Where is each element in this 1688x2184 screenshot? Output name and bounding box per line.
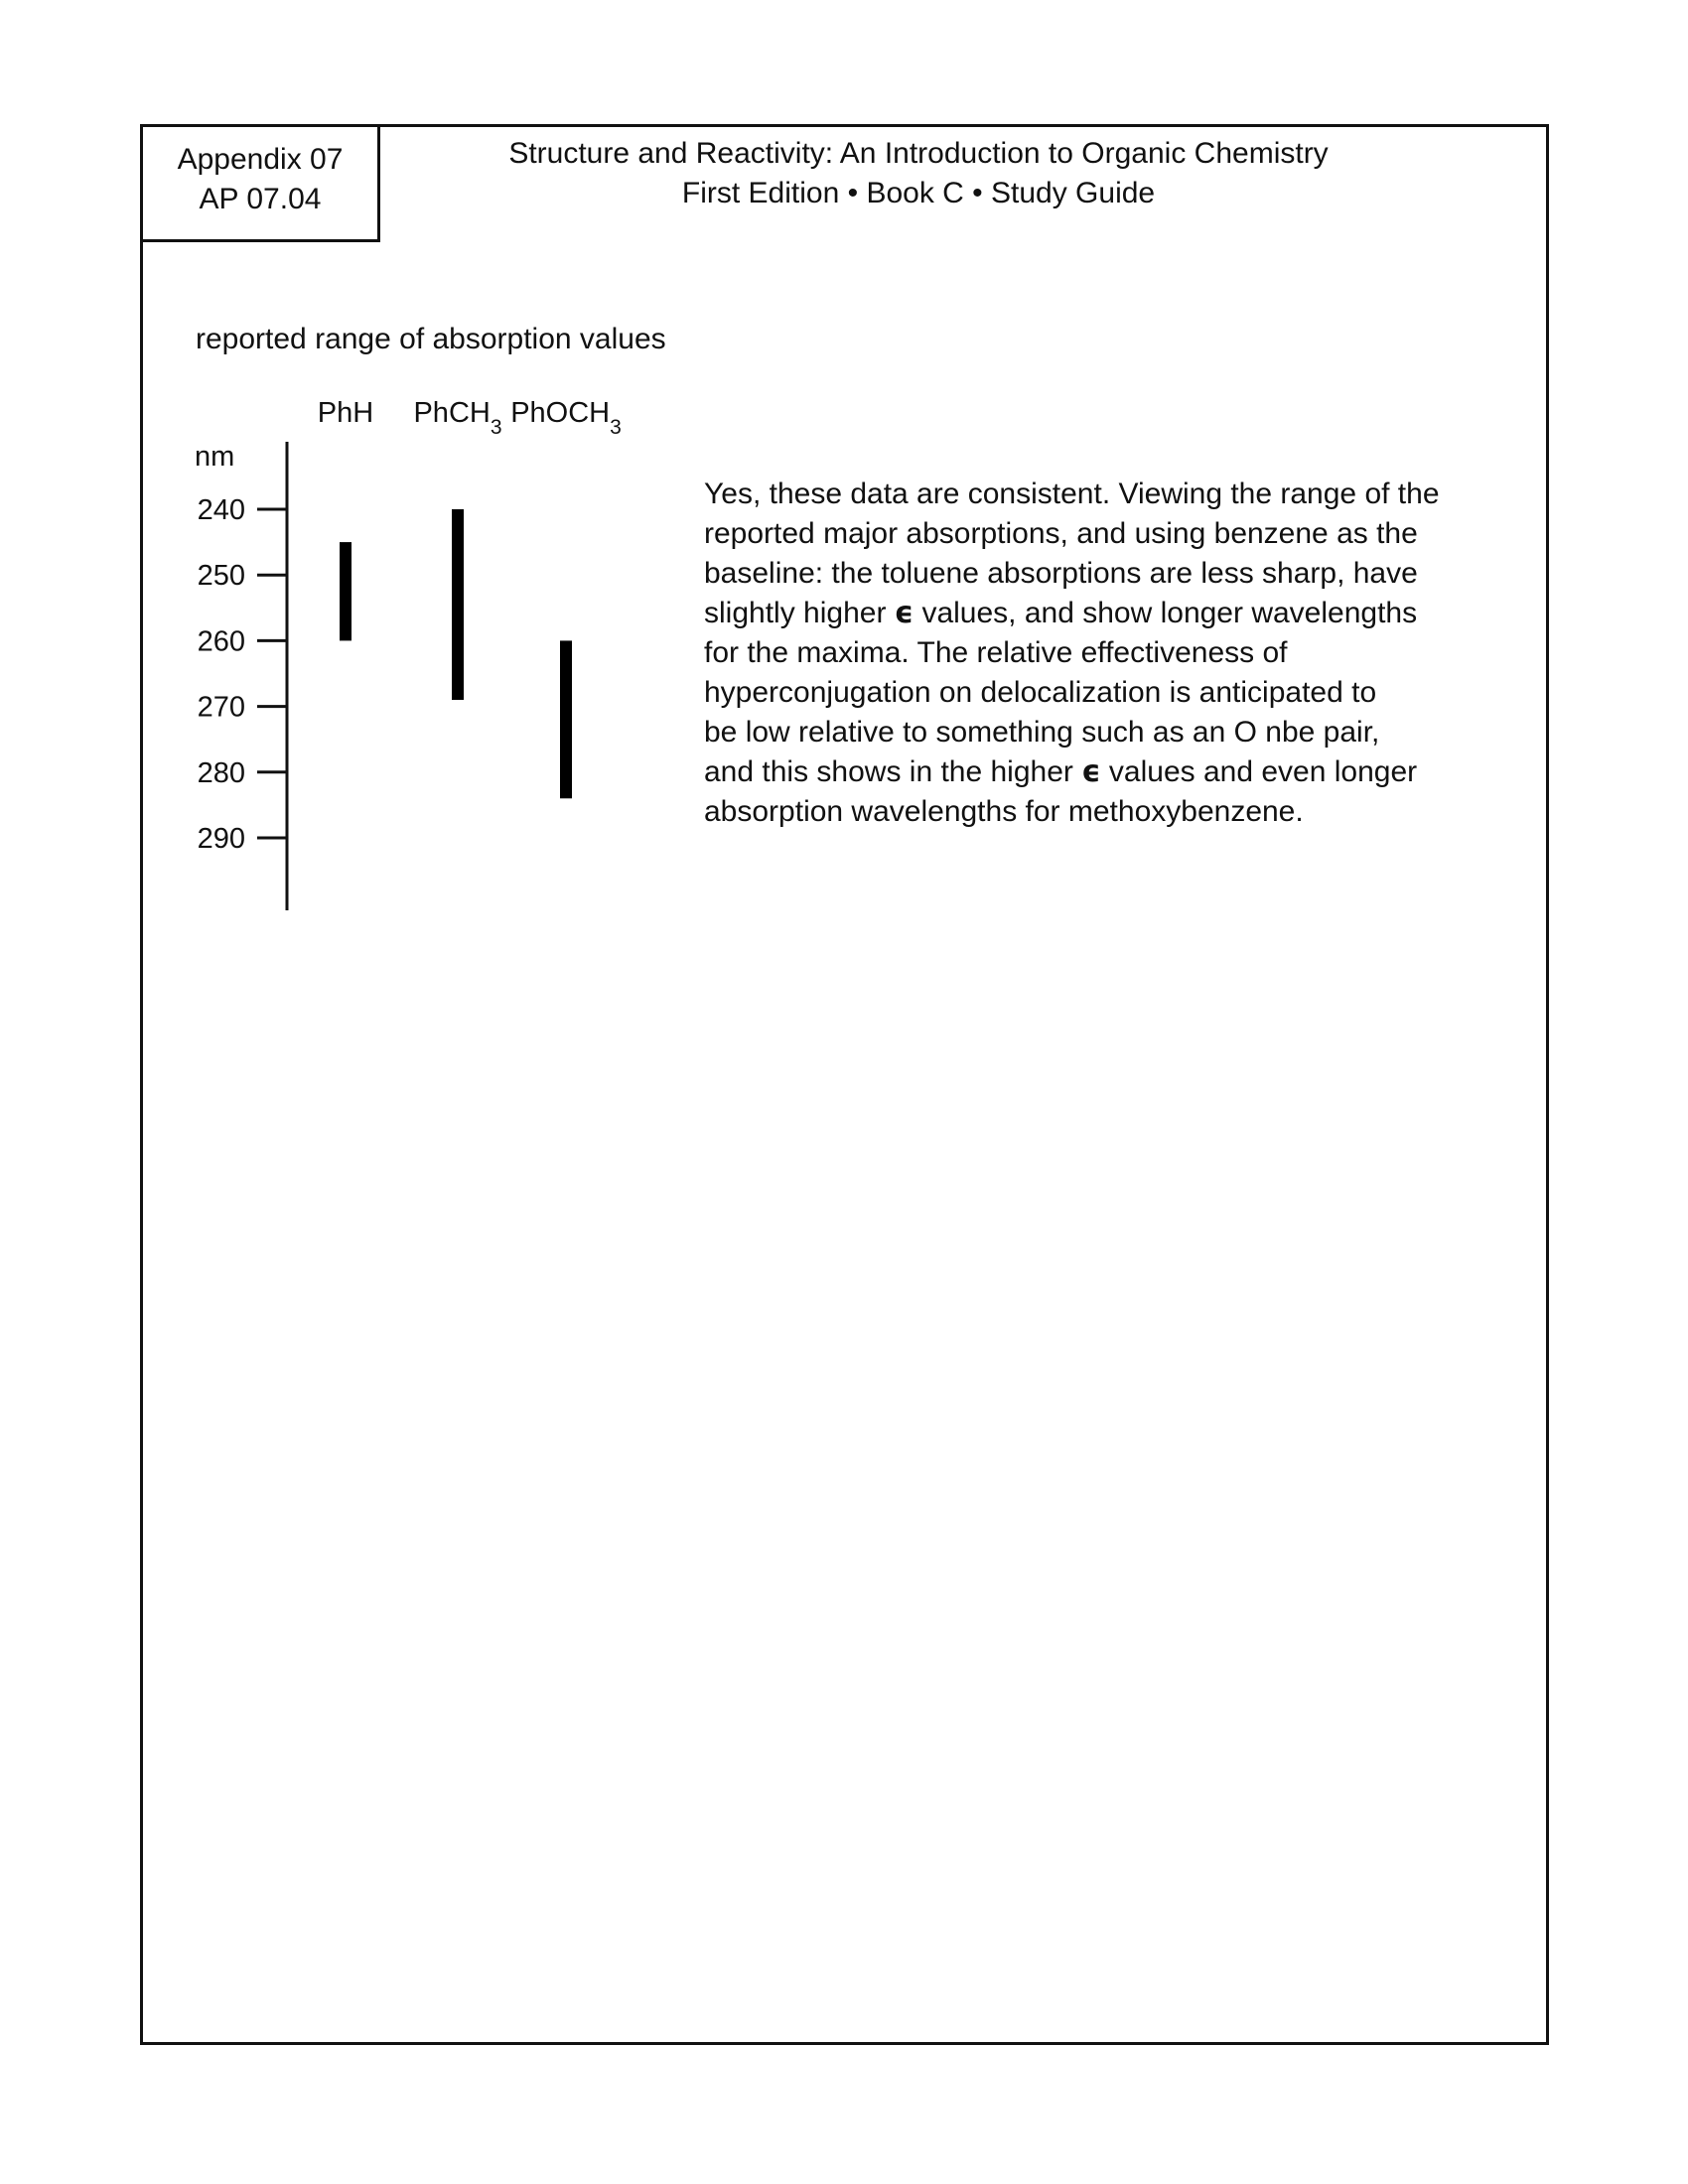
y-tick-label: 290: [197, 823, 245, 855]
y-axis-unit-label: nm: [195, 441, 235, 473]
absorption-range-chart: [169, 382, 705, 918]
answer-text-run: absorption wavelengths for methoxybenzene.: [704, 795, 1304, 828]
answer-text-run: baseline: the toluene absorptions are less sharp, have: [704, 557, 1418, 590]
y-tick-label: 260: [197, 625, 245, 658]
answer-line: [704, 752, 1488, 792]
answer-line: [704, 673, 1488, 713]
appendix-code: AP 07.04: [199, 183, 322, 215]
answer-line: [704, 475, 1488, 514]
answer-text-run: hyperconjugation on delocalization is anticipated to: [704, 676, 1377, 709]
range-bar-phch3: [452, 509, 464, 700]
answer-text-run: for the maxima. The relative effectiveness of: [704, 636, 1288, 669]
book-subtitle: First Edition • Book C • Study Guide: [681, 177, 1156, 209]
answer-line: [704, 713, 1488, 752]
answer-text-run: slightly higher: [704, 597, 895, 629]
range-bar-phh: [340, 542, 352, 640]
epsilon-symbol: ϵ: [894, 596, 914, 630]
category-label: PhH: [317, 397, 374, 429]
book-title-block: [397, 134, 1440, 213]
answer-line: [704, 792, 1488, 832]
answer-line: [704, 633, 1488, 673]
answer-text-run: be low relative to something such as an O nbe pair,: [704, 716, 1380, 749]
chart-caption: reported range of absorption values: [196, 323, 666, 355]
y-tick-label: 280: [197, 756, 245, 789]
answer-text-run: values, and show longer wavelengths: [914, 597, 1418, 629]
y-tick-label: 270: [197, 691, 245, 724]
range-bar-phoch3: [560, 640, 572, 798]
category-label: PhOCH$_3$: [510, 397, 622, 439]
category-label: PhCH$_3$: [413, 397, 502, 439]
answer-text-run: Yes, these data are consistent. Viewing the range of the: [704, 478, 1440, 510]
y-tick-label: 240: [197, 494, 245, 526]
answer-line: [704, 594, 1488, 633]
y-tick-label: 250: [197, 560, 245, 593]
answer-text-run: values and even longer: [1100, 755, 1418, 788]
appendix-tag: [140, 124, 380, 242]
book-title: Structure and Reactivity: An Introduction to Organic Chemistry: [508, 137, 1329, 170]
answer-text-run: reported major absorptions, and using benzene as the: [704, 517, 1418, 550]
answer-line: [704, 554, 1488, 594]
answer-text: [704, 475, 1488, 832]
appendix-label: Appendix 07: [177, 143, 344, 176]
epsilon-symbol: ϵ: [1081, 754, 1101, 789]
answer-line: [704, 514, 1488, 554]
chart-svg: [169, 382, 705, 918]
answer-text-run: and this shows in the higher: [704, 755, 1082, 788]
